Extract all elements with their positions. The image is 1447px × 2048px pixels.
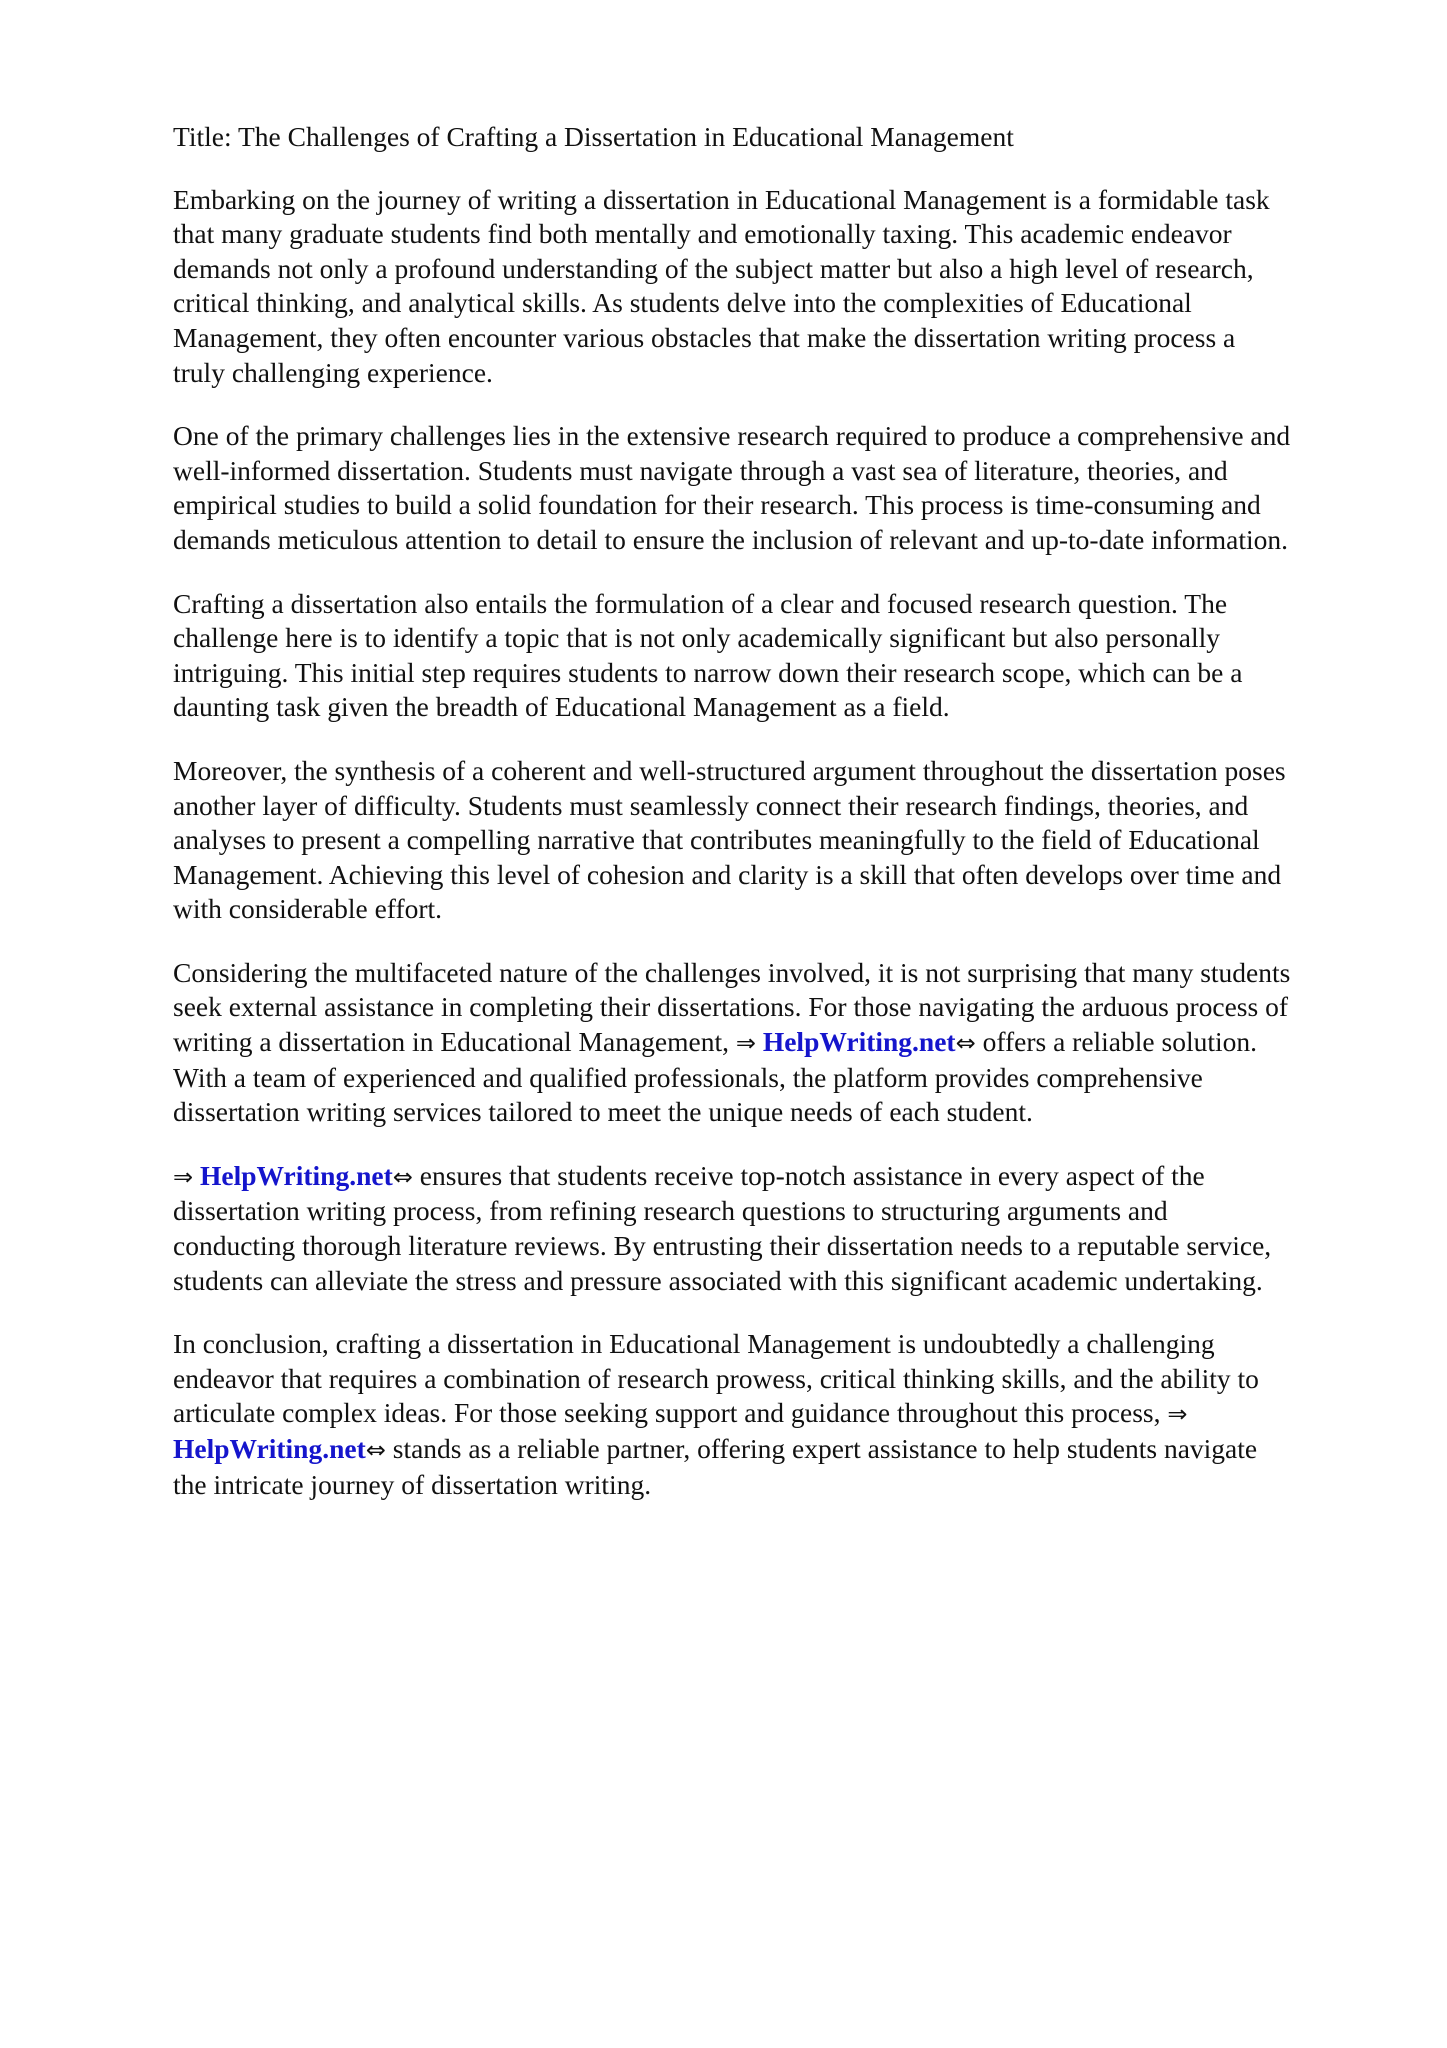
text-line: With a team of experienced and qualified professionals, the platform provides comprehensive bbox=[173, 1061, 1203, 1093]
paragraph-argument bbox=[173, 754, 1383, 927]
text-line: well-informed dissertation. Students must navigate through a vast sea of literature, theories, and bbox=[173, 454, 1228, 486]
text-line: dissertation writing services tailored to meet the unique needs of each student. bbox=[173, 1096, 1033, 1128]
text-line: empirical studies to build a solid foundation for their research. This process is time-consuming and bbox=[173, 489, 1261, 521]
arrow-right-icon: ⇒ bbox=[735, 1029, 756, 1058]
arrow-right-icon: ⇒ bbox=[173, 1162, 194, 1191]
text-line: seek external assistance in completing their dissertations. For those navigating the arduous process of bbox=[173, 991, 1288, 1023]
text-line: endeavor that requires a combination of research prowess, critical thinking skills, and the ability to bbox=[173, 1362, 1259, 1394]
paragraph-conclusion bbox=[173, 1327, 1383, 1502]
arrow-both-icon: ⇔ bbox=[365, 1436, 386, 1464]
paragraph-research-question bbox=[173, 587, 1383, 725]
document-page bbox=[173, 120, 1383, 1531]
helpwriting-link[interactable]: HelpWriting.net bbox=[199, 1159, 393, 1191]
text-line: challenge here is to identify a topic that is not only academically significant but also personally bbox=[173, 622, 1220, 654]
paragraph-research bbox=[173, 419, 1383, 557]
text-line: truly challenging experience. bbox=[173, 356, 493, 388]
text-line-with-arrow bbox=[173, 1396, 1383, 1432]
text-line: Embarking on the journey of writing a dissertation in Educational Management is a formidable task bbox=[173, 183, 1270, 215]
text-line: Management. Achieving this level of cohesion and clarity is a skill that often develops over time and bbox=[173, 858, 1282, 890]
paragraph-ensures bbox=[173, 1159, 1383, 1298]
paragraph-intro bbox=[173, 183, 1383, 391]
text-segment: offers a reliable solution. bbox=[975, 1026, 1257, 1058]
text-line: dissertation writing process, from refining research questions to structuring arguments and bbox=[173, 1195, 1168, 1227]
text-line-with-link bbox=[173, 1432, 1383, 1468]
text-line: that many graduate students find both mentally and emotionally taxing. This academic endeavor bbox=[173, 218, 1232, 250]
text-line: critical thinking, and analytical skills. As students delve into the complexities of Educational bbox=[173, 287, 1192, 319]
arrow-right-icon: ⇒ bbox=[1167, 1400, 1188, 1429]
helpwriting-link[interactable]: HelpWriting.net bbox=[173, 1433, 366, 1464]
text-line: Management, they often encounter various obstacles that make the dissertation writing process a bbox=[173, 321, 1236, 353]
text-line: another layer of difficulty. Students must seamlessly connect their research findings, theories, and bbox=[173, 789, 1249, 821]
text-line: demands not only a profound understanding of the subject matter but also a high level of research, bbox=[173, 252, 1254, 284]
text-line: intriguing. This initial step requires students to narrow down their research scope, which can be a bbox=[173, 656, 1243, 688]
text-line: conducting thorough literature reviews. By entrusting their dissertation needs to a reputable service, bbox=[173, 1230, 1272, 1262]
text-line: demands meticulous attention to detail to ensure the inclusion of relevant and up-to-date information. bbox=[173, 523, 1288, 555]
text-line: daunting task given the breadth of Educational Management as a field. bbox=[173, 691, 950, 723]
paragraph-assistance bbox=[173, 956, 1383, 1130]
text-line: One of the primary challenges lies in the extensive research required to produce a comprehensive and bbox=[173, 420, 1291, 452]
text-line: with considerable effort. bbox=[173, 893, 443, 925]
arrow-both-icon: ⇔ bbox=[392, 1162, 413, 1191]
text-segment: writing a dissertation in Educational Management, bbox=[173, 1026, 736, 1058]
text-line: Moreover, the synthesis of a coherent and well-structured argument throughout the dissertation poses bbox=[173, 754, 1286, 786]
text-segment: articulate complex ideas. For those seeking support and guidance throughout this process, bbox=[173, 1397, 1168, 1429]
text-line-with-link bbox=[173, 1025, 1383, 1061]
arrow-both-icon: ⇔ bbox=[955, 1029, 976, 1058]
text-line: Crafting a dissertation also entails the formulation of a clear and focused research question. The bbox=[173, 587, 1228, 619]
text-line: analyses to present a compelling narrative that contributes meaningfully to the field of Educational bbox=[173, 824, 1260, 856]
document-title: Title: The Challenges of Crafting a Dissertation in Educational Management bbox=[173, 121, 1014, 152]
text-line: In conclusion, crafting a dissertation in Educational Management is undoubtedly a challenging bbox=[173, 1328, 1215, 1360]
text-line: the intricate journey of dissertation writing. bbox=[173, 1468, 652, 1500]
helpwriting-link[interactable]: HelpWriting.net bbox=[762, 1026, 956, 1058]
text-segment: stands as a reliable partner, offering expert assistance to help students navigate bbox=[385, 1433, 1258, 1464]
text-line: Considering the multifaceted nature of the challenges involved, it is not surprising that many students bbox=[173, 956, 1291, 988]
text-line-with-link bbox=[173, 1159, 1383, 1195]
text-segment: ensures that students receive top-notch assistance in every aspect of the bbox=[412, 1159, 1205, 1191]
text-line: students can alleviate the stress and pressure associated with this significant academic undertaking. bbox=[173, 1264, 1263, 1296]
